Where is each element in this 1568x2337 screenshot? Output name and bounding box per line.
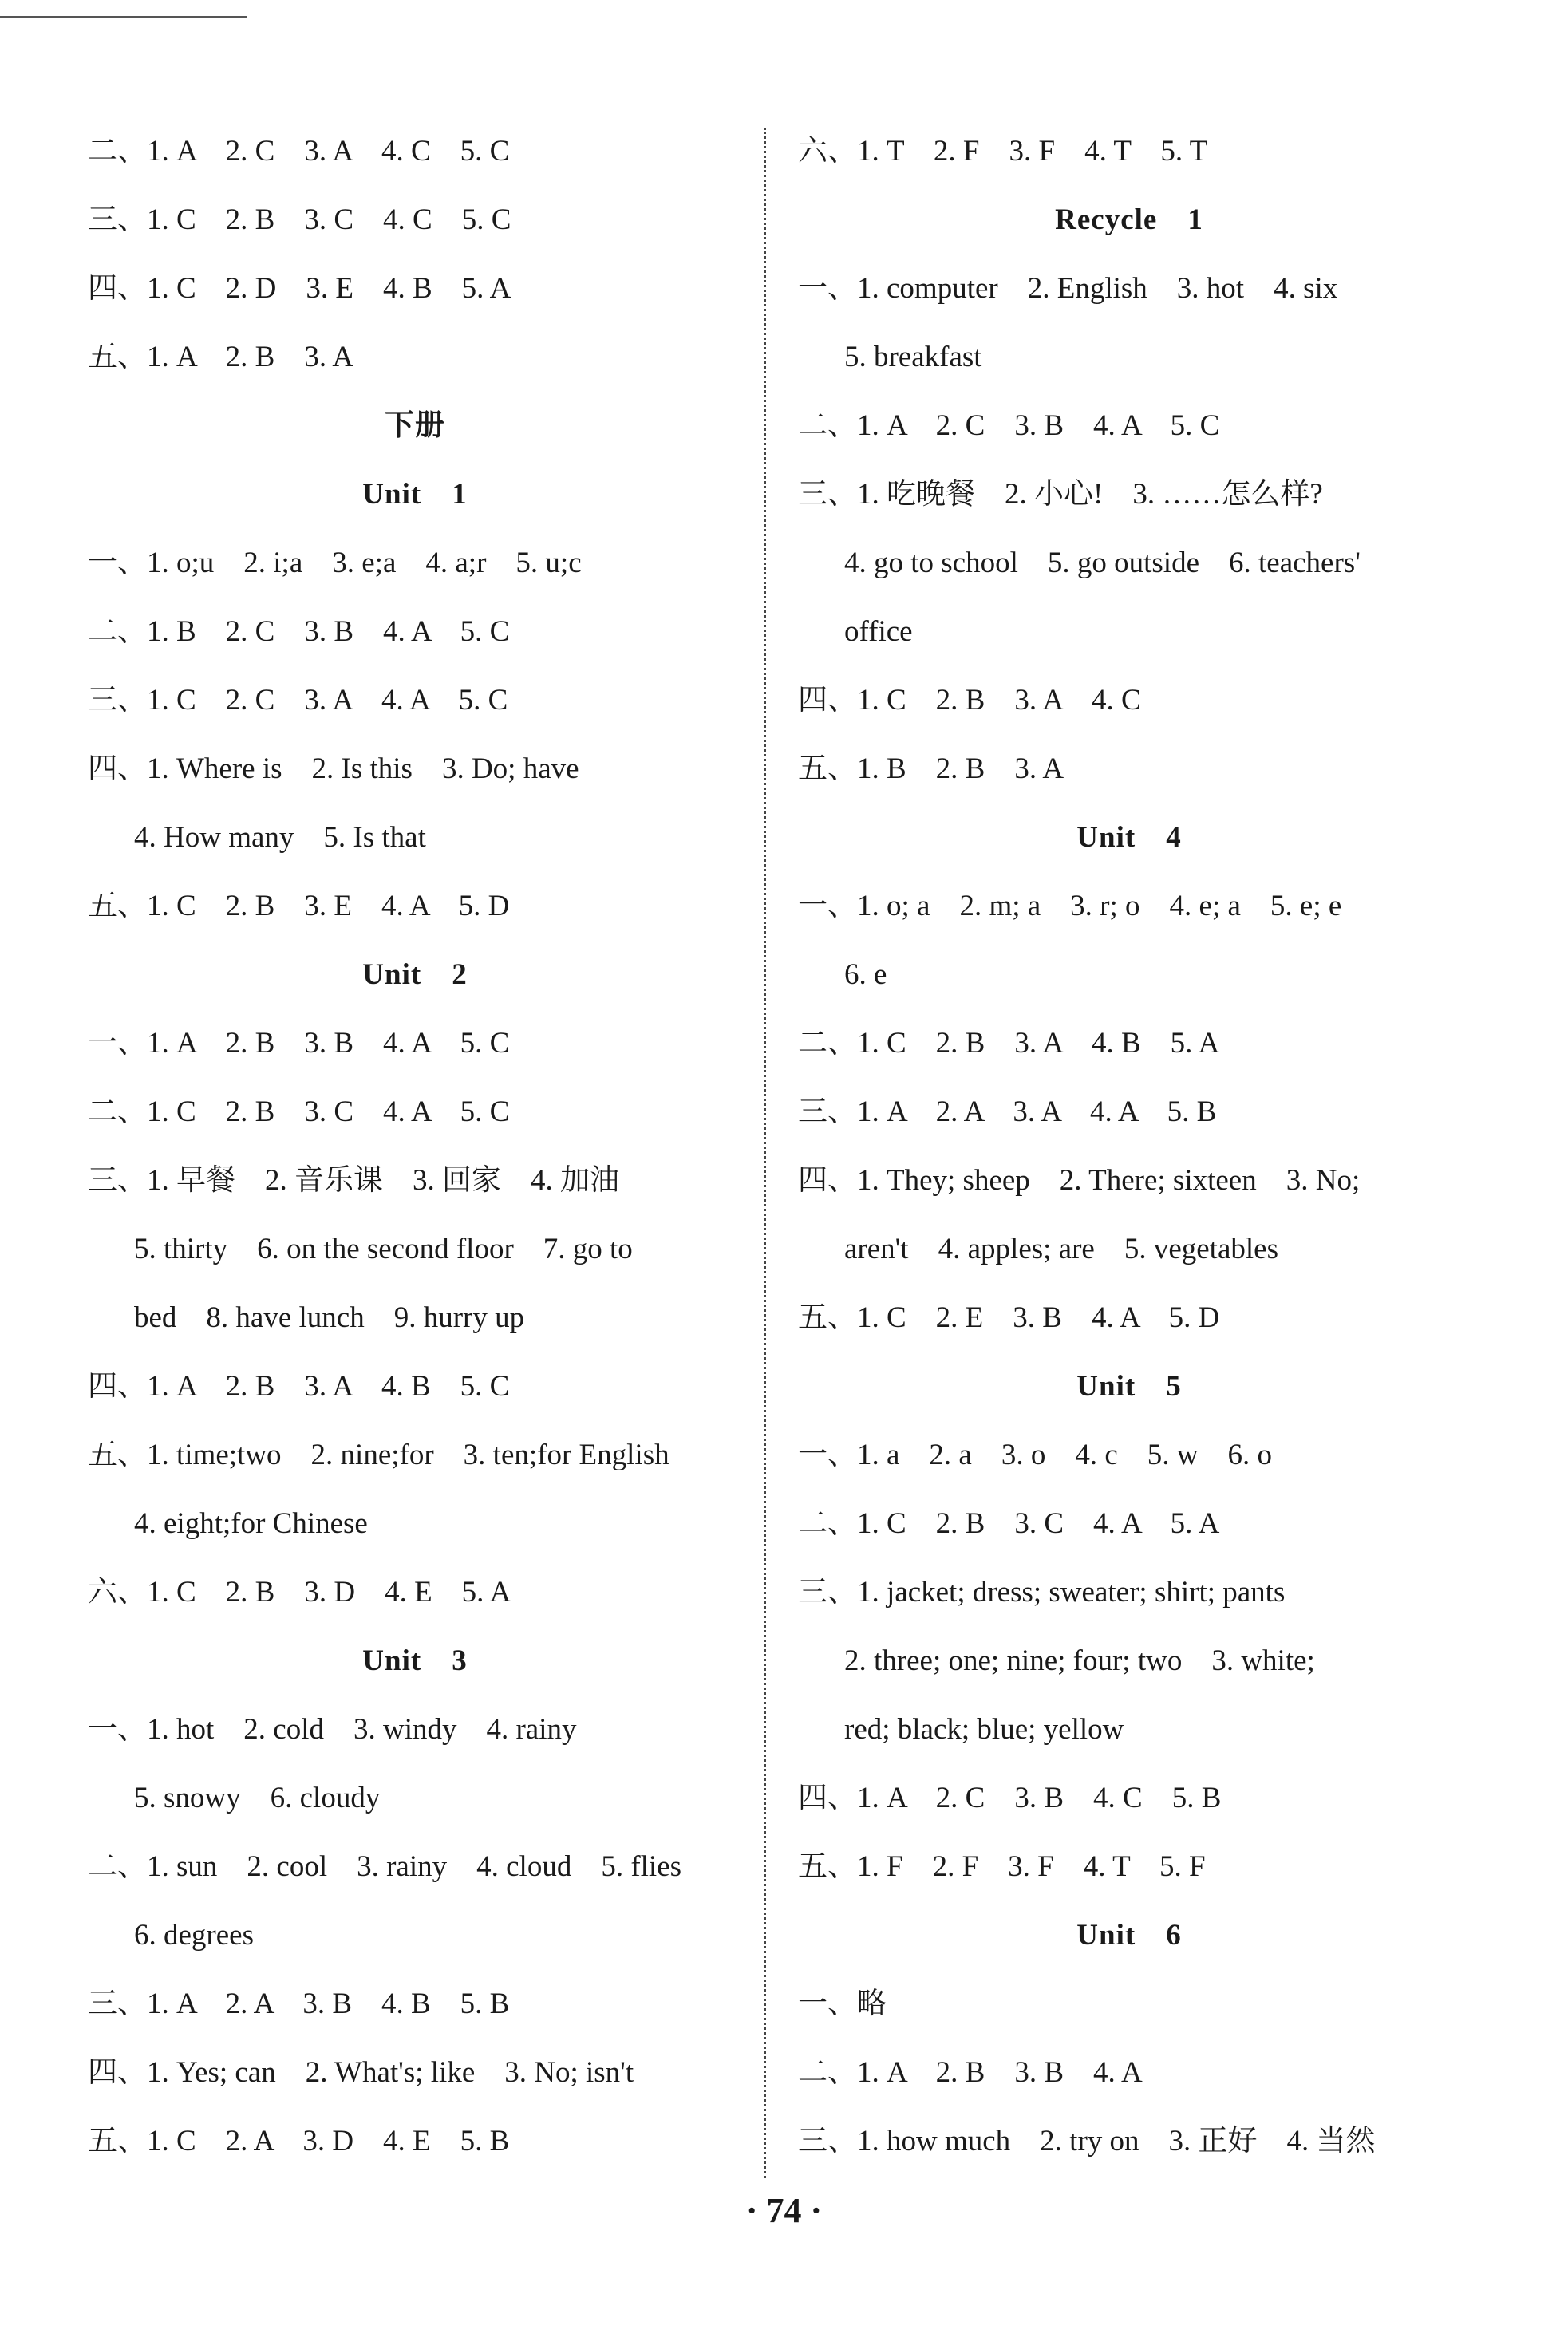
answer-line: 六、1. T 2. F 3. F 4. T 5. T bbox=[798, 135, 1208, 168]
answer-line: 四、1. A 2. B 3. A 4. B 5. C bbox=[88, 1370, 510, 1403]
answer-line: 二、1. A 2. B 3. B 4. A bbox=[798, 2056, 1143, 2089]
answer-line: 二、1. sun 2. cool 3. rainy 4. cloud 5. flies bbox=[88, 1850, 682, 1883]
answer-line: 五、1. C 2. A 3. D 4. E 5. B bbox=[88, 2125, 510, 2157]
answer-line: 四、1. Yes; can 2. What's; like 3. No; isn't bbox=[88, 2056, 634, 2089]
answer-line: 六、1. C 2. B 3. D 4. E 5. A bbox=[88, 1576, 511, 1609]
answer-line: 二、1. C 2. B 3. C 4. A 5. C bbox=[88, 1095, 510, 1128]
section-heading: Unit 4 bbox=[1076, 821, 1182, 854]
section-heading: Unit 6 bbox=[1076, 1919, 1182, 1952]
answer-line-continued: red; black; blue; yellow bbox=[844, 1713, 1124, 1746]
answer-line: 二、1. A 2. C 3. A 4. C 5. C bbox=[88, 135, 510, 168]
section-heading: 下册 bbox=[385, 409, 445, 442]
right-column bbox=[798, 128, 1460, 2186]
answer-line: 五、1. time;two 2. nine;for 3. ten;for English bbox=[88, 1439, 669, 1471]
answer-line: 一、1. hot 2. cold 3. windy 4. rainy bbox=[88, 1713, 577, 1746]
section-heading: Recycle 1 bbox=[1055, 203, 1203, 236]
answer-line-continued: 4. How many 5. Is that bbox=[134, 821, 426, 854]
answer-line-continued: aren't 4. apples; are 5. vegetables bbox=[844, 1233, 1278, 1265]
left-column bbox=[88, 128, 742, 2186]
answer-line-continued: 4. go to school 5. go outside 6. teachers' bbox=[844, 547, 1361, 579]
answer-line: 四、1. A 2. C 3. B 4. C 5. B bbox=[798, 1782, 1222, 1814]
answer-line-continued: 6. degrees bbox=[134, 1919, 254, 1952]
answer-line: 五、1. C 2. E 3. B 4. A 5. D bbox=[798, 1301, 1220, 1334]
answer-line: 五、1. B 2. B 3. A bbox=[798, 752, 1064, 785]
section-heading: Unit 1 bbox=[362, 478, 468, 511]
section-heading: Unit 3 bbox=[362, 1644, 468, 1677]
answer-line: 三、1. jacket; dress; sweater; shirt; pants bbox=[798, 1576, 1286, 1609]
answer-line: 三、1. 早餐 2. 音乐课 3. 回家 4. 加油 bbox=[88, 1164, 619, 1197]
answer-line: 二、1. B 2. C 3. B 4. A 5. C bbox=[88, 615, 510, 648]
answer-line: 三、1. C 2. B 3. C 4. C 5. C bbox=[88, 203, 511, 236]
answer-line: 二、1. C 2. B 3. A 4. B 5. A bbox=[798, 1027, 1220, 1060]
answer-line-continued: bed 8. have lunch 9. hurry up bbox=[134, 1301, 525, 1334]
section-heading: Unit 5 bbox=[1076, 1370, 1182, 1403]
answer-line: 一、1. a 2. a 3. o 4. c 5. w 6. o bbox=[798, 1439, 1272, 1471]
answer-line: 四、1. They; sheep 2. There; sixteen 3. No; bbox=[798, 1164, 1361, 1197]
answer-line: 三、1. C 2. C 3. A 4. A 5. C bbox=[88, 684, 508, 716]
answer-line: 五、1. C 2. B 3. E 4. A 5. D bbox=[88, 890, 510, 922]
section-heading: Unit 2 bbox=[362, 958, 468, 991]
answer-line: 三、1. A 2. A 3. B 4. B 5. B bbox=[88, 1988, 510, 2020]
answer-line: 四、1. Where is 2. Is this 3. Do; have bbox=[88, 752, 579, 785]
answer-line: 一、1. o;u 2. i;a 3. e;a 4. a;r 5. u;c bbox=[88, 547, 582, 579]
answer-line-continued: 6. e bbox=[844, 958, 887, 991]
top-rule bbox=[0, 16, 247, 18]
answer-line-continued: 4. eight;for Chinese bbox=[134, 1507, 368, 1540]
page-number: · 74 · bbox=[745, 2191, 823, 2230]
answer-line: 一、1. computer 2. English 3. hot 4. six bbox=[798, 272, 1338, 305]
answer-line-continued: 5. thirty 6. on the second floor 7. go to bbox=[134, 1233, 633, 1265]
answer-line: 一、略 bbox=[798, 1988, 887, 2020]
answer-line: 五、1. A 2. B 3. A bbox=[88, 341, 354, 373]
answer-line: 四、1. C 2. B 3. A 4. C bbox=[798, 684, 1141, 716]
answer-line-continued: 5. breakfast bbox=[844, 341, 982, 373]
answer-line: 三、1. A 2. A 3. A 4. A 5. B bbox=[798, 1095, 1217, 1128]
answer-line: 一、1. A 2. B 3. B 4. A 5. C bbox=[88, 1027, 510, 1060]
answer-line: 三、1. 吃晚餐 2. 小心! 3. ……怎么样? bbox=[798, 478, 1323, 511]
answer-line: 二、1. C 2. B 3. C 4. A 5. A bbox=[798, 1507, 1220, 1540]
answer-line: 四、1. C 2. D 3. E 4. B 5. A bbox=[88, 272, 511, 305]
answer-line: 一、1. o; a 2. m; a 3. r; o 4. e; a 5. e; e bbox=[798, 890, 1342, 922]
answer-line-continued: 2. three; one; nine; four; two 3. white; bbox=[844, 1644, 1315, 1677]
answer-line: 五、1. F 2. F 3. F 4. T 5. F bbox=[798, 1850, 1206, 1883]
column-divider bbox=[764, 128, 766, 2178]
answer-line: 三、1. how much 2. try on 3. 正好 4. 当然 bbox=[798, 2125, 1376, 2157]
answer-line: 二、1. A 2. C 3. B 4. A 5. C bbox=[798, 409, 1220, 442]
answer-line-continued: 5. snowy 6. cloudy bbox=[134, 1782, 381, 1814]
answer-line-continued: office bbox=[844, 615, 913, 648]
